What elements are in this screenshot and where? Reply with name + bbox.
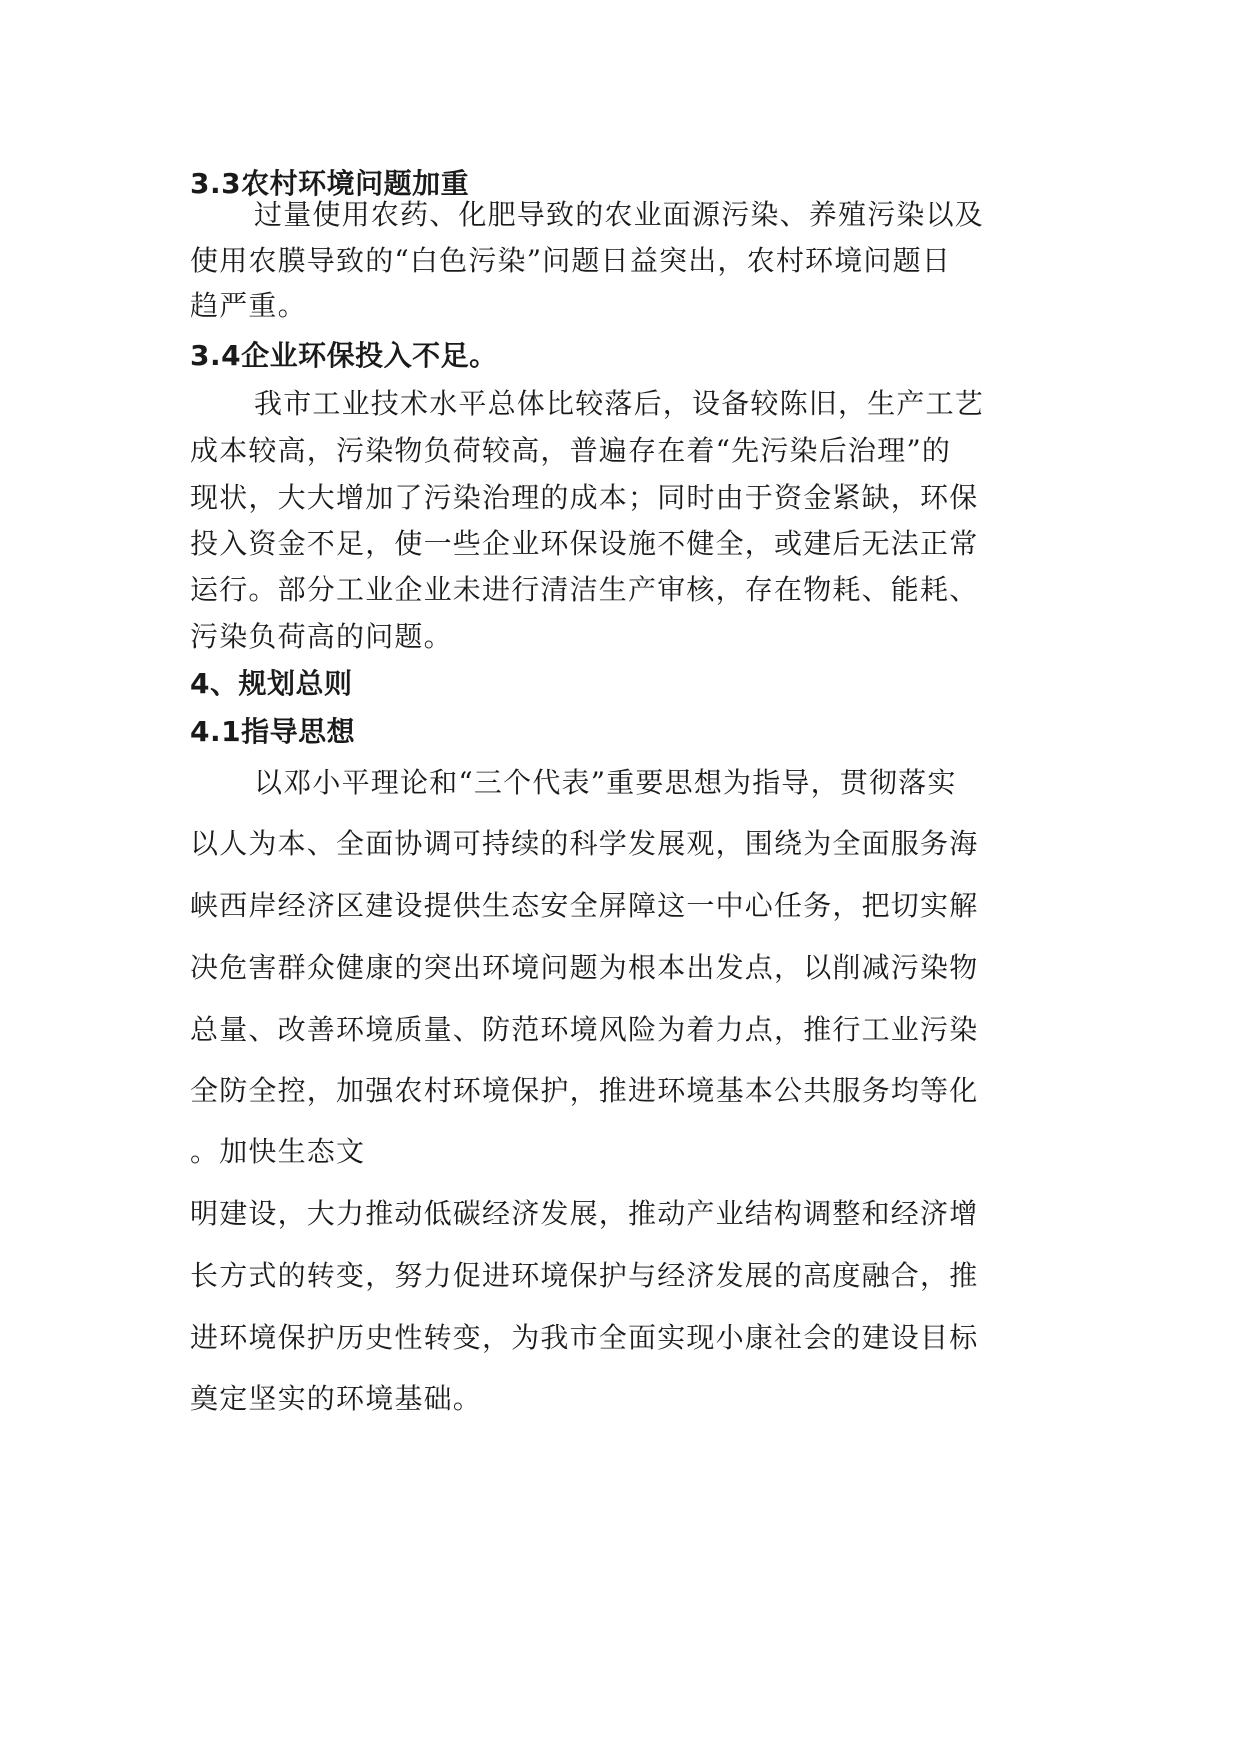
paragraph-line: 奠定坚实的环境基础。 (190, 1382, 483, 1415)
section-heading-3-4: 3.4企业环保投入不足。 (190, 339, 498, 372)
paragraph-line: 全防全控，加强农村环境保护，推进环境基本公共服务均等化 (190, 1074, 979, 1107)
paragraph-line: 长方式的转变，努力促进环境保护与经济发展的高度融合，推 (190, 1259, 979, 1292)
paragraph-line: 以人为本、全面协调可持续的科学发展观，围绕为全面服务海 (190, 827, 979, 860)
paragraph-line: 趋严重。 (190, 289, 307, 322)
paragraph-line: 运行。部分工业企业未进行清洁生产审核，存在物耗、能耗、 (190, 573, 979, 606)
paragraph-line: 我市工业技术水平总体比较落后，设备较陈旧，生产工艺 (254, 387, 985, 420)
paragraph-line: 峡西岸经济区建设提供生态安全屏障这一中心任务，把切实解 (190, 889, 979, 922)
paragraph-line: 以邓小平理论和“三个代表”重要思想为指导，贯彻落实 (254, 766, 957, 799)
paragraph-line: 现状，大大增加了污染治理的成本；同时由于资金紧缺，环保 (190, 481, 979, 514)
paragraph-line: 进环境保护历史性转变，为我市全面实现小康社会的建设目标 (190, 1321, 979, 1354)
paragraph-line: 投入资金不足，使一些企业环保设施不健全，或建后无法正常 (190, 527, 979, 560)
paragraph-line: 使用农膜导致的“白色污染”问题日益突出，农村环境问题日 (190, 244, 952, 277)
paragraph-line: 决危害群众健康的突出环境问题为根本出发点，以削减污染物 (190, 951, 979, 984)
paragraph-line: 明建设，大力推动低碳经济发展，推动产业结构调整和经济增 (190, 1197, 979, 1230)
section-heading-4: 4、规划总则 (190, 667, 353, 700)
section-heading-3-3: 3.3农村环境问题加重 (190, 167, 470, 200)
section-heading-4-1: 4.1指导思想 (190, 715, 356, 748)
paragraph-line: 。加快生态文 (190, 1135, 366, 1168)
paragraph-line: 污染负荷高的问题。 (190, 620, 453, 653)
paragraph-line: 成本较高，污染物负荷较高，普遍存在着“先污染后治理”的 (190, 434, 952, 467)
paragraph-line: 总量、改善环境质量、防范环境风险为着力点，推行工业污染 (190, 1013, 979, 1046)
paragraph-line: 过量使用农药、化肥导致的农业面源污染、养殖污染以及 (254, 198, 985, 231)
